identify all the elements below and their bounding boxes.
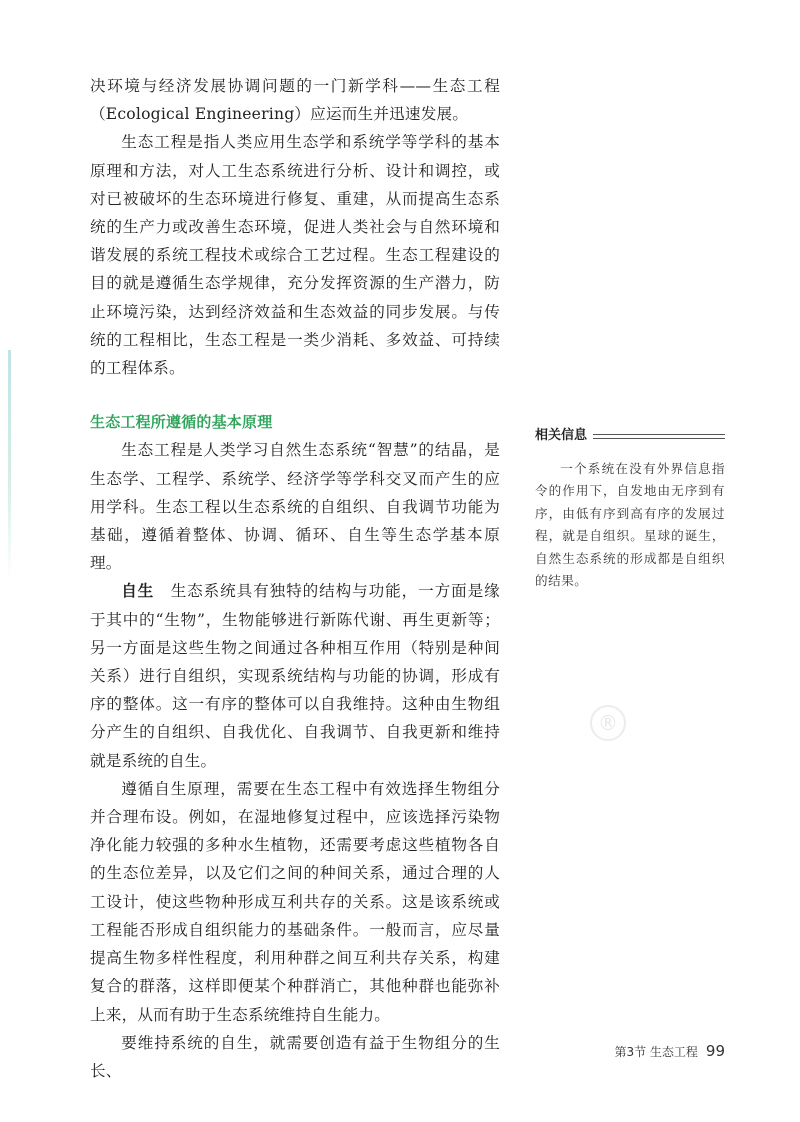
- term-zisheng: 自生: [121, 581, 155, 601]
- watermark-logo: ​: [296, 700, 314, 828]
- paragraph-6: 要维持系统的自生，就需要创造有益于生物组分的生长、: [90, 1033, 500, 1080]
- section-heading: 生态工程所遵循的基本原理: [90, 413, 273, 432]
- paragraph-4-text: 生态系统具有独特的结构与功能，一方面是缘于其中的“生物”，生物能够进行新陈代谢、再生更新等；另一方面是这些生物之间通过各种相互作用（特别是种间关系）进行自组织，实现系统结构与功能的协调，形成有序的整体。这一有序的整体可以自我维持。这种由生物组分产生的自组织、自我优化、自我调节、自我更新和维持就是系统的自生。: [90, 582, 500, 770]
- page-edge-color-bar: [8, 350, 11, 580]
- sidebar-title: 相关信息: [535, 428, 588, 443]
- paragraph-4: [90, 577, 500, 774]
- registered-mark-icon: ®: [590, 705, 626, 741]
- footer-section-label: 第3节 生态工程: [614, 1045, 698, 1059]
- paragraph-5: 遵循自生原理，需要在生态工程中有效选择生物组分并合理布设。例如，在湿地修复过程中，应该选择污染物净化能力较强的多种水生植物，还需要考虑这些植物各自的生态位差异，以及它们之间的种间关系，通过合理的人工设计，使这些物种形成互利共存的关系。这是该系统或工程能否形成自组织能力的基础条件。一般而言，应尽量提高生物多样性程度，利用种群之间互利共存关系，构建复合的群落，这样即便某个种群消亡，其他种群也能弥补上来，从而有助于生态系统维持自生能力。: [90, 779, 500, 1024]
- related-info-sidebar: [535, 425, 725, 605]
- paragraph-1: 决环境与经济发展协调问题的一门新学科——生态工程（Ecological Engineering）应运而生并迅速发展。: [90, 77, 500, 124]
- main-text-column: [90, 72, 500, 1085]
- sidebar-double-rule: [593, 434, 725, 439]
- page-footer: [560, 1042, 725, 1060]
- paragraph-3: 生态工程是人类学习自然生态系统“智慧”的结晶，是生态学、工程学、系统学、经济学等学科交叉而产生的应用学科。生态工程以生态系统的自组织、自我调节功能为基础，遵循着整体、协调、循环、自生等生态学基本原理。: [90, 441, 500, 573]
- page-number: 99: [705, 1042, 725, 1060]
- paragraph-2: 生态工程是指人类应用生态学和系统学等学科的基本原理和方法，对人工生态系统进行分析、设计和调控，或对已被破坏的生态环境进行修复、重建，从而提高生态系统的生产力或改善生态环境，促进人类社会与自然环境和谐发展的系统工程技术或综合工艺过程。生态工程建设的目的就是遵循生态学规律，充分发挥资源的生产潜力，防止环境污染，达到经济效益和生态效益的同步发展。与传统的工程相比，生态工程是一类少消耗、多效益、可持续的工程体系。: [90, 133, 500, 378]
- sidebar-header: [535, 425, 725, 448]
- sidebar-text: 一个系统在没有外界信息指令的作用下，自发地由无序到有序，由低有序到高有序的发展过程，就是自组织。星球的诞生，自然生态系统的形成都是自组织的结果。: [535, 460, 725, 588]
